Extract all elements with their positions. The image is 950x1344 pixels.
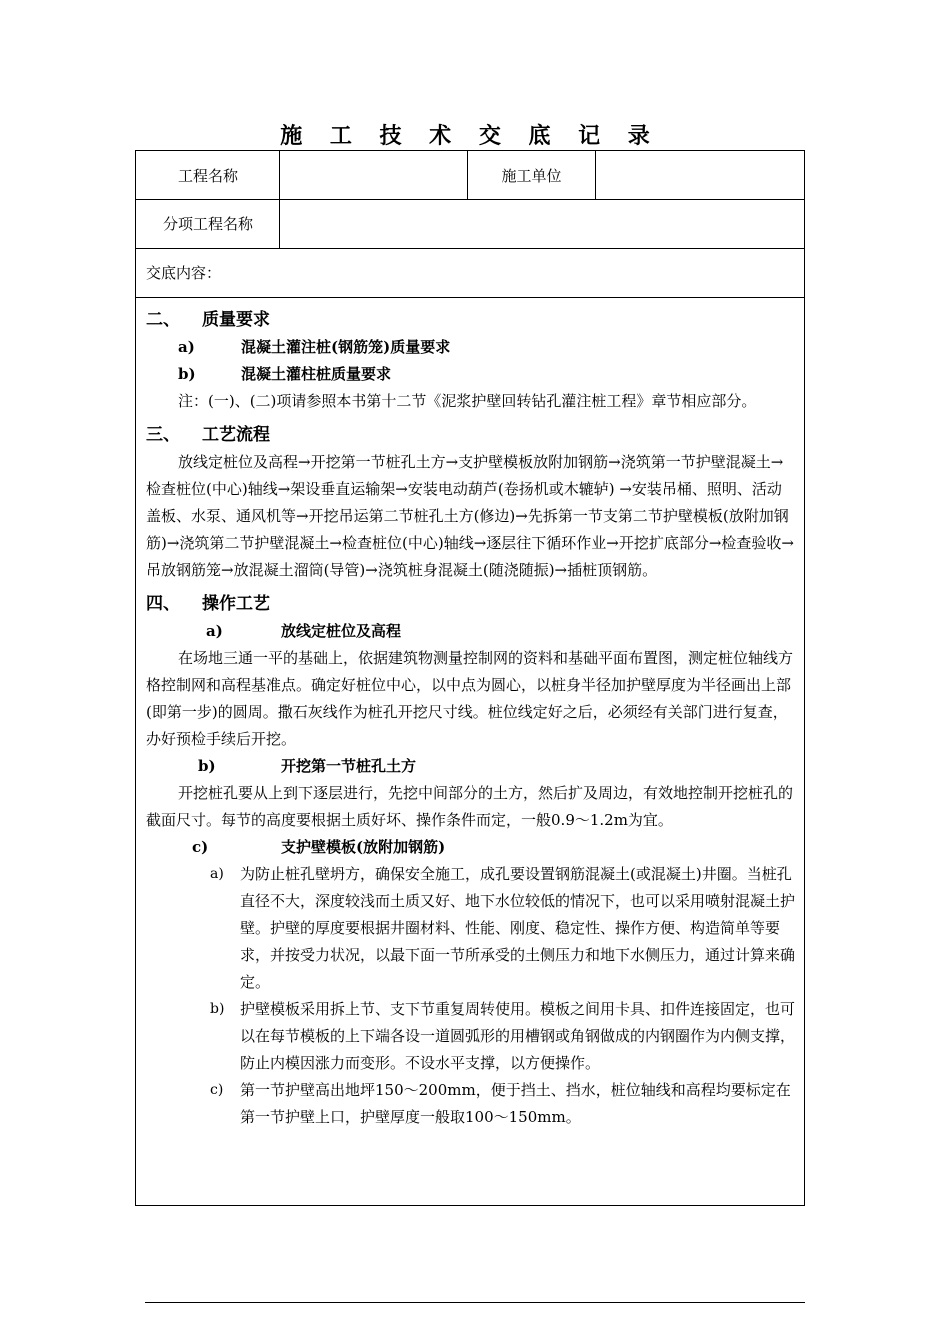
subsection-heading: a) 放线定桩位及高程: [206, 622, 402, 640]
list-item: b) 护壁模板采用拆上节、支下节重复周转使用。模板之间用卡具、扣件连接固定，也可以在每节模板的上下端各设一道圆弧形的用槽钢或角钢做成的内钢圈作为内侧支撑，防止内模因涨力而变形。不设水平支撑，以方便操作。: [210, 1000, 796, 1072]
subsection-heading: b) 开挖第一节桩孔土方: [198, 757, 417, 775]
content-label: 交底内容：: [146, 264, 222, 282]
list-item: b) 混凝土灌柱桩质量要求: [178, 365, 392, 383]
sub-project-field[interactable]: [280, 199, 804, 248]
paragraph: 在场地三通一平的基础上，依据建筑物测量控制网的资料和基础平面布置图，测定桩位轴线方格控制网和高程基准点。确定好桩位中心，以中点为圆心，以桩身半径加护壁厚度为半径画出上部(即第一步)的圆周。撒石灰线作为桩孔开挖尺寸线。桩位线定好之后，必须经有关部门进行复查，办好预检手续后开挖。: [146, 649, 794, 748]
list-item: a) 混凝土灌注桩(钢筋笼)质量要求: [178, 338, 451, 356]
process-flow-text: 放线定桩位及高程→开挖第一节桩孔土方→支护壁模板放附加钢筋→浇筑第一节护壁混凝土→检查桩位(中心)轴线→架设垂直运输架→安装电动葫芦(卷扬机或木辘轳) →安装吊桶、照明、活动盖板、水泵、通风机等→开挖吊运第二节桩孔土方(修边)→先拆第一节支第二节护壁模板(放附加钢筋)→浇筑第二节护壁混凝土→检查桩位(中心)轴线→逐层往下循环作业→开挖扩底部分→检查验收→吊放钢筋笼→放混凝土溜筒(导管)→浇筑桩身混凝土(随浇随振)→插桩顶钢筋。: [146, 453, 794, 579]
page-title: 施 工 技 术 交 底 记 录: [280, 123, 660, 149]
note-text: 注：(一)、(二)项请参照本书第十二节《泥浆护壁回转钻孔灌注桩工程》章节相应部分。: [178, 392, 757, 410]
record-table: [135, 150, 805, 1206]
footer-divider: [145, 1302, 805, 1303]
sub-project-label: 分项工程名称: [162, 215, 253, 233]
table-row: [136, 199, 804, 249]
list-item: c) 第一节护壁高出地坪150～200mm，便于挡土、挡水，桩位轴线和高程均要标定在第一节护壁上口，护壁厚度一般取100～150mm。: [210, 1081, 791, 1126]
construction-unit-label: 施工单位: [501, 166, 562, 185]
section-heading: 三、 工艺流程: [146, 425, 270, 445]
construction-unit-field[interactable]: [596, 151, 804, 199]
section-heading: 四、 操作工艺: [146, 594, 270, 614]
project-name-field[interactable]: [280, 151, 467, 199]
content-body: [146, 306, 796, 1131]
list-item: a) 为防止桩孔壁坍方，确保安全施工，成孔要设置钢筋混凝土(或混凝土)井圈。当桩孔直径不大，深度较浅而土质又好、地下水位较低的情况下，也可以采用喷射混凝土护壁。护壁的厚度要根据井圈材料、性能、刚度、稳定性、操作方便、构造简单等要求，并按受力状况，以最下面一节所承受的土侧压力和地下水侧压力，通过计算来确定。: [210, 865, 796, 991]
section-heading: 二、 质量要求: [146, 310, 270, 330]
project-name-label: 工程名称: [177, 166, 238, 185]
table-row: [136, 151, 804, 200]
table-row: [136, 248, 804, 298]
subsection-heading: c) 支护壁模板(放附加钢筋): [192, 838, 446, 856]
paragraph: 开挖桩孔要从上到下逐层进行，先挖中间部分的土方，然后扩及周边，有效地控制开挖桩孔的截面尺寸。每节的高度要根据土质好坏、操作条件而定，一般0.9～1.2m为宜。: [146, 784, 794, 829]
